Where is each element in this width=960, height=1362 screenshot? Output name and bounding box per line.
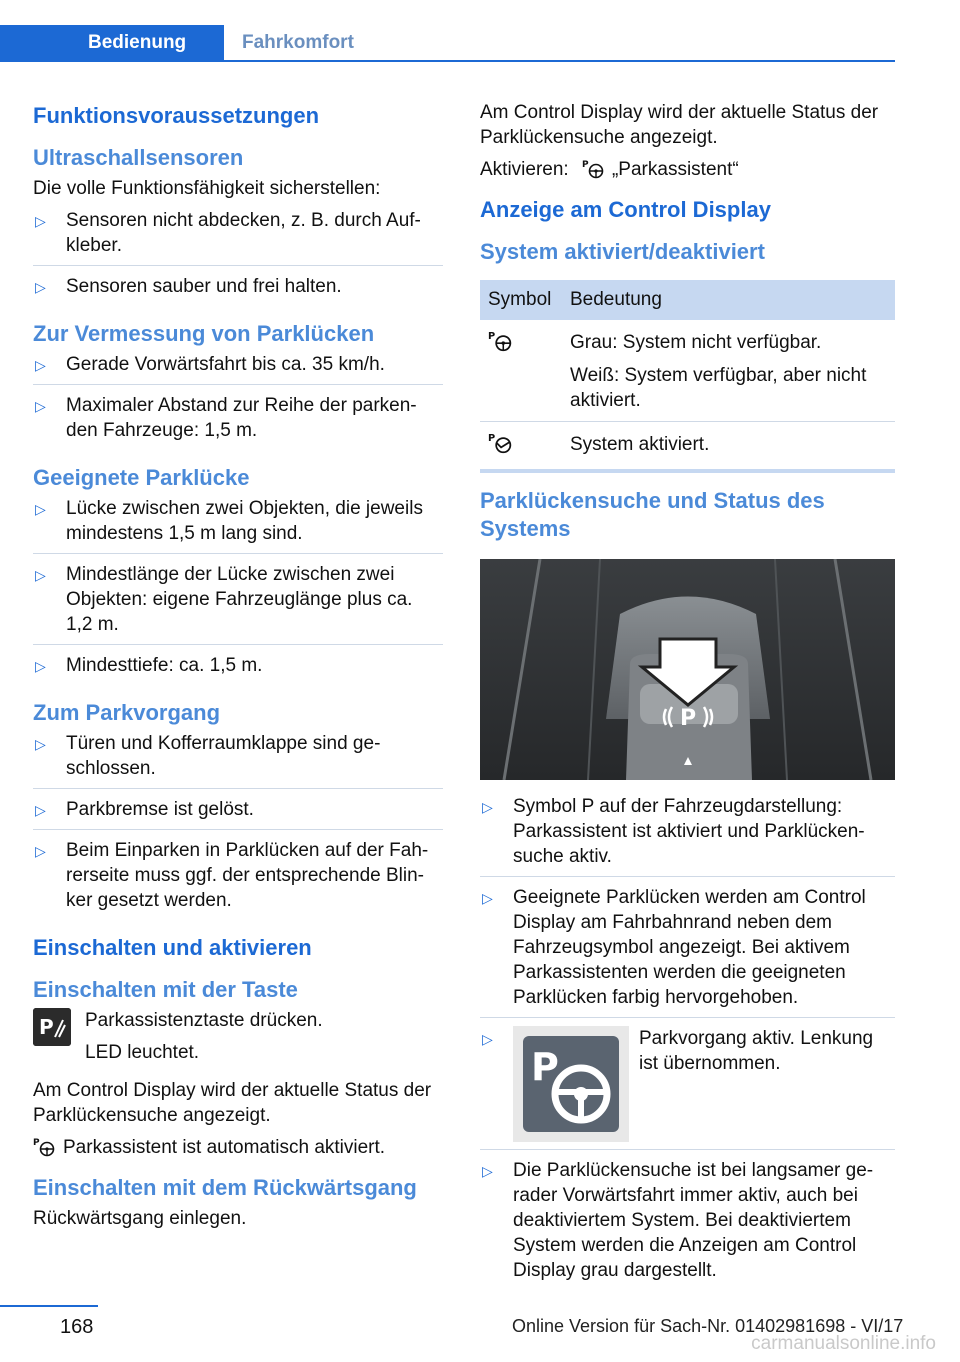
table-header-symbol: Symbol (480, 280, 562, 320)
park-steering-icon (488, 330, 512, 352)
heading-anzeige-control-display: Anzeige am Control Display (480, 197, 771, 222)
triangle-bullet-icon: ▷ (35, 279, 46, 295)
triangle-bullet-icon: ▷ (35, 658, 46, 674)
triangle-bullet-icon: ▷ (482, 1163, 493, 1179)
table-row (480, 320, 895, 422)
heading-einschalten-taste: Einschalten mit der Taste (33, 977, 298, 1002)
symbol-table (480, 280, 895, 473)
triangle-bullet-icon: ▷ (482, 890, 493, 906)
watermark: carmanualsonline.info (751, 1333, 936, 1354)
svg-text:P: P (39, 1015, 54, 1039)
control-display-screenshot (480, 559, 895, 780)
list-item: ▷ Lücke zwischen zwei Objekten, die jeweils mindestens 1,5 m lang sind. (33, 496, 443, 554)
tab-fahrkomfort[interactable]: Fahrkomfort (242, 32, 354, 53)
vermessung-list (33, 352, 443, 450)
left-column (33, 100, 443, 1238)
heading-vermessung: Zur Vermessung von Parklücken (33, 321, 375, 346)
triangle-bullet-icon: ▷ (35, 501, 46, 517)
list-item: ▷ Geeignete Parklücken werden am Control Display am Fahrbahnrand neben dem Fahrzeugsymbol angezeigt. Bei aktivem Parkassistenten werden die geeigneten Parklücken farbig hervorgehoben. (480, 885, 895, 1018)
park-steering-icon (582, 159, 604, 179)
list-item: ▷ Symbol P auf der Fahrzeugdarstellung: Parkassistent ist aktiviert und Parklücken‐suche aktiv. (480, 794, 895, 877)
taste-row (33, 1008, 443, 1072)
triangle-bullet-icon: ▷ (482, 1031, 493, 1047)
park-assist-button-icon (33, 1008, 71, 1046)
park-steering-active-icon (488, 432, 512, 454)
taste-line-1: Parkassistenztaste drücken. (85, 1010, 323, 1031)
svg-text:P: P (581, 160, 589, 170)
auto-activated-text: P Parkassistent ist automatisch aktiviert. (33, 1137, 386, 1158)
row1-line2: Weiß: System verfügbar, aber nicht aktiviert. (570, 365, 867, 411)
page-number: 168 (60, 1316, 94, 1338)
footer-line (0, 1305, 98, 1307)
geeignet-list (33, 496, 443, 685)
list-item: ▷ Mindesttiefe: ca. 1,5 m. (33, 653, 443, 685)
table-header-bedeutung: Bedeutung (562, 280, 895, 320)
list-item: ▷ Parkbremse ist gelöst. (33, 797, 443, 830)
heading-zum-parkvorgang: Zum Parkvorgang (33, 700, 221, 725)
triangle-bullet-icon: ▷ (35, 213, 46, 229)
heading-parklueckensuche-status: Parklückensuche und Status des Systems (480, 488, 825, 541)
svg-text:P: P (531, 1045, 559, 1089)
list-item: ▷ P Parkvorgang aktiv. Lenkung ist übernommen. (480, 1026, 895, 1150)
list-item: ▷ Sensoren sauber und frei halten. (33, 274, 443, 306)
row1-line1: Grau: System nicht verfügbar. (570, 332, 822, 353)
rueck-text: Rückwärtsgang einlegen. (33, 1208, 247, 1229)
left-status-text: Am Control Display wird der aktuelle Status der Parklückensuche angezeigt. (33, 1080, 432, 1126)
triangle-bullet-icon: ▷ (35, 398, 46, 414)
parkvorgang-list (33, 731, 443, 920)
triangle-bullet-icon: ▷ (35, 567, 46, 583)
park-steering-icon (33, 1137, 55, 1157)
list-item: ▷ Mindestlänge der Lücke zwischen zwei Objekten: eigene Fahrzeuglänge plus ca. 1,2 m. (33, 562, 443, 645)
triangle-bullet-icon: ▷ (35, 357, 46, 373)
status-list (480, 794, 895, 1290)
list-item: ▷ Türen und Kofferraumklappe sind ge‐schlossen. (33, 731, 443, 789)
svg-text:P: P (488, 330, 496, 342)
triangle-bullet-icon: ▷ (35, 843, 46, 859)
heading-funktionsvoraussetzungen: Funktionsvoraussetzungen (33, 103, 320, 128)
heading-rueckwaertsgang: Einschalten mit dem Rückwärtsgang (33, 1175, 417, 1200)
aktivieren-line: Aktivieren: P „Parkassistent“ (480, 159, 739, 180)
ultraschall-intro: Die volle Funktionsfähigkeit sicherstellen: (33, 178, 381, 199)
triangle-bullet-icon: ▷ (482, 799, 493, 815)
triangle-bullet-icon: ▷ (35, 802, 46, 818)
taste-line-2: LED leuchtet. (85, 1042, 200, 1063)
list-item: ▷ Maximaler Abstand zur Reihe der parken‐den Fahrzeuge: 1,5 m. (35, 395, 417, 441)
heading-system-aktiviert: System aktiviert/deaktiviert (480, 239, 765, 264)
heading-ultraschallsensoren: Ultraschallsensoren (33, 145, 244, 170)
tab-bedienung[interactable]: Bedienung (0, 25, 224, 60)
list-item: ▷ Die Parklückensuche ist bei langsamer ge‐rader Vorwärtsfahrt immer aktiv, auch bei deaktiviertem System. Bei deaktiviertem System werden die Anzeigen am Control Display grau dargestellt. (482, 1160, 874, 1281)
ultraschall-list (33, 208, 443, 306)
heading-geeignete-parkluecke: Geeignete Parklücke (33, 465, 250, 490)
svg-text:P: P (488, 432, 496, 444)
park-steering-active-large-icon (513, 1026, 629, 1142)
right-status-text: Am Control Display wird der aktuelle Status der Parklückensuche angezeigt. (480, 102, 879, 148)
triangle-bullet-icon: ▷ (35, 736, 46, 752)
list-item: ▷ Gerade Vorwärtsfahrt bis ca. 35 km/h. (33, 352, 443, 385)
list-item: ▷ Sensoren nicht abdecken, z. B. durch Auf‐kleber. (33, 208, 443, 266)
list-item: ▷ Beim Einparken in Parklücken auf der Fah‐rerseite muss ggf. der entsprechende Blin‐ker gesetzt werden. (35, 840, 429, 911)
table-row (480, 422, 895, 472)
online-version: Online Version für Sach-Nr. 01402981698 - VI/17 (512, 1316, 904, 1336)
screen-p-label: P (679, 706, 697, 731)
svg-text:P: P (33, 1138, 40, 1148)
header-tabbar (0, 25, 895, 62)
heading-einschalten-aktivieren: Einschalten und aktivieren (33, 935, 312, 960)
row2-line1: System aktiviert. (570, 434, 710, 455)
right-column (480, 100, 895, 1292)
